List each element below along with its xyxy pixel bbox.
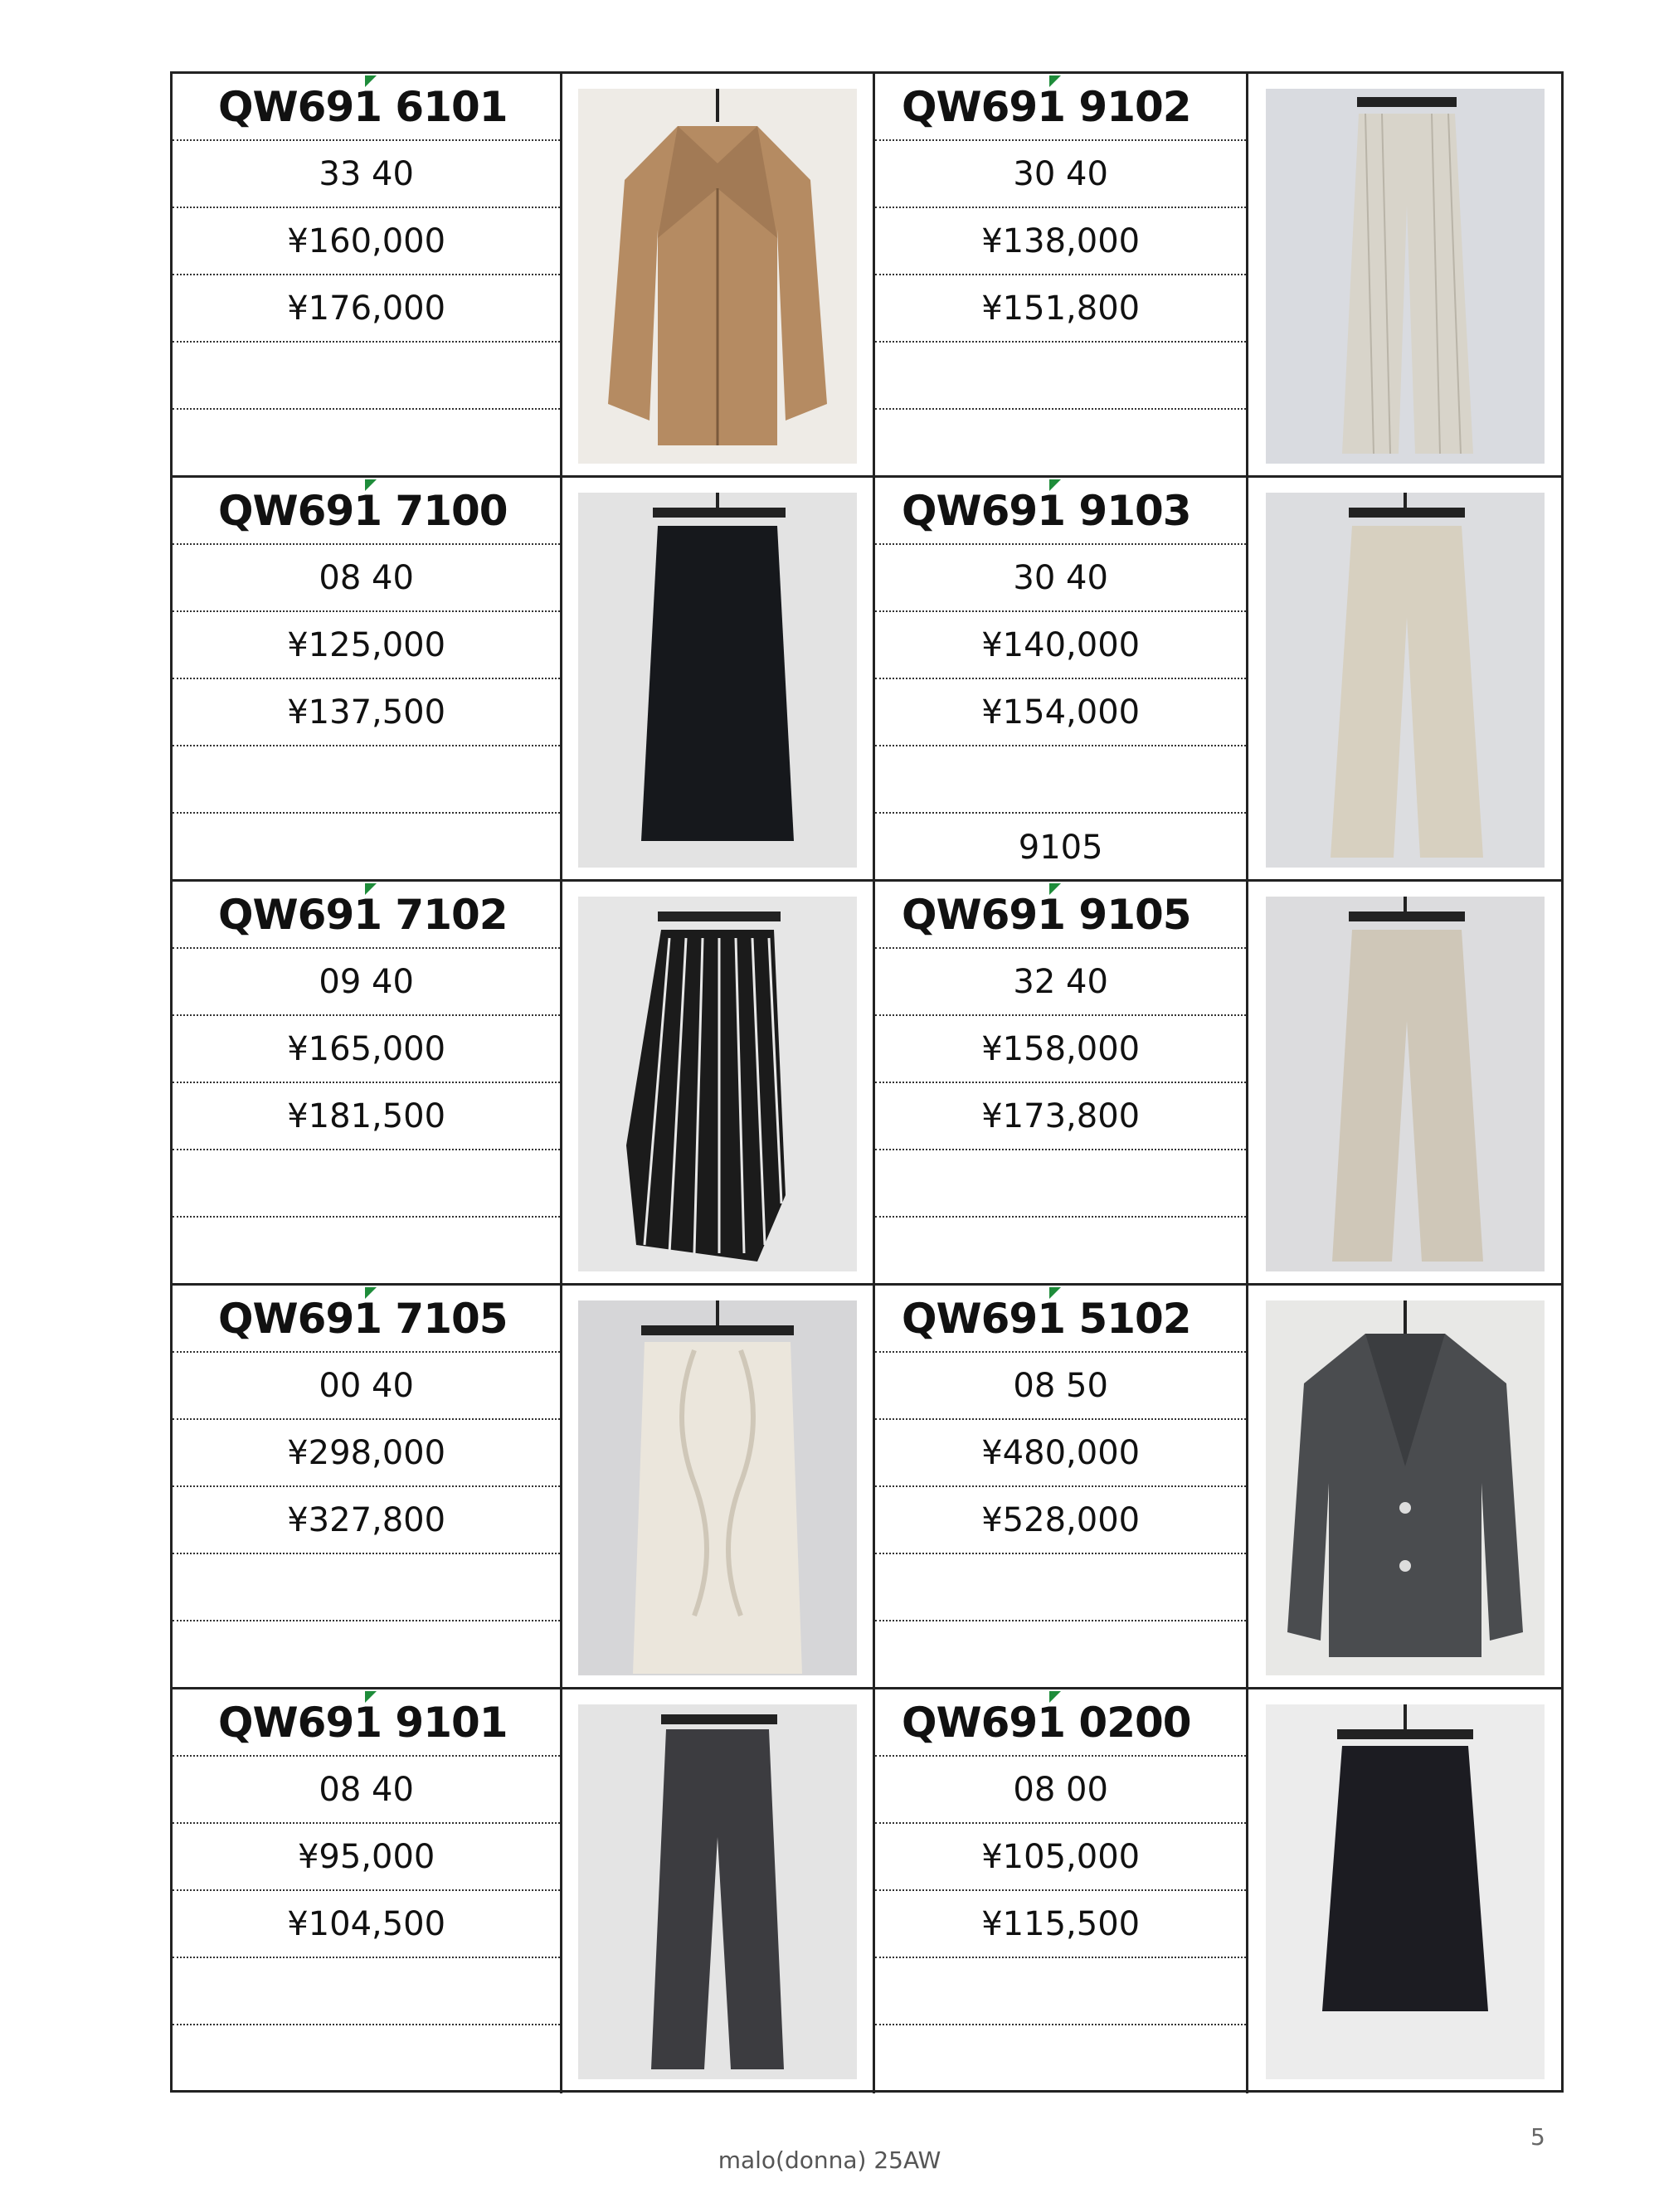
comment-flag-icon [1049,479,1061,491]
product-code: QW691 7105 [173,1286,560,1353]
price-with-tax: ¥137,500 [173,679,560,746]
price-with-tax: ¥327,800 [173,1487,560,1554]
product-row [173,74,1561,478]
price-with-tax: ¥176,000 [173,275,560,343]
color-size: 08 40 [173,545,560,612]
comment-flag-icon [365,479,377,491]
color-size: 30 40 [875,545,1246,612]
product-info-left [173,1286,562,1689]
product-photo-cell [562,1689,875,2093]
empty-cell [875,2025,1246,2093]
comment-flag-icon [365,75,377,87]
row-divider [173,879,1561,882]
price-with-tax: ¥154,000 [875,679,1246,746]
product-info-right [875,478,1248,882]
note [173,1150,560,1218]
product-code: QW691 9102 [875,74,1246,141]
product-code: QW691 0200 [875,1689,1246,1757]
empty-cell [173,2025,560,2093]
product-photo-cell [562,74,875,478]
product-info-right [875,1286,1248,1689]
price-with-tax: ¥181,500 [173,1083,560,1150]
pleated-skirt-photo [578,897,857,1271]
product-info-right [875,74,1248,478]
product-photo-cell [1248,882,1561,1286]
price: ¥105,000 [875,1824,1246,1891]
row-divider [173,1687,1561,1689]
product-row [173,1286,1561,1689]
price-with-tax: ¥115,500 [875,1891,1246,1958]
color-size: 08 00 [875,1757,1246,1824]
product-row [173,1689,1561,2093]
row-divider [173,1283,1561,1286]
price-with-tax: ¥528,000 [875,1487,1246,1554]
empty-cell [875,1621,1246,1689]
product-row [173,478,1561,882]
note [173,1958,560,2025]
comment-flag-icon [365,1287,377,1299]
dark-jeans-photo [578,1704,857,2079]
product-photo-cell [1248,1689,1561,2093]
row-divider [173,475,1561,478]
price-with-tax: ¥173,800 [875,1083,1246,1150]
product-code: QW691 9103 [875,478,1246,545]
knit-jacket-photo [1266,1300,1545,1675]
comment-flag-icon [365,883,377,895]
page-number: 5 [1530,2123,1545,2151]
price: ¥140,000 [875,612,1246,679]
color-size: 08 40 [173,1757,560,1824]
product-info-left [173,882,562,1286]
product-code: QW691 5102 [875,1286,1246,1353]
price: ¥298,000 [173,1420,560,1487]
product-info-right [875,1689,1248,2093]
price: ¥165,000 [173,1016,560,1083]
comment-flag-icon [1049,1691,1061,1703]
comment-flag-icon [365,1691,377,1703]
product-code: QW691 7102 [173,882,560,949]
product-photo-cell [1248,1286,1561,1689]
product-row [173,882,1561,1286]
comment-flag-icon [1049,883,1061,895]
product-code: QW691 7100 [173,478,560,545]
product-grid [170,71,1564,2093]
note [875,1150,1246,1218]
price: ¥160,000 [173,208,560,275]
price: ¥158,000 [875,1016,1246,1083]
note [875,343,1246,410]
empty-cell [173,410,560,477]
empty-cell [875,1218,1246,1285]
product-code: QW691 9101 [173,1689,560,1757]
price-with-tax: ¥151,800 [875,275,1246,343]
product-info-left [173,74,562,478]
blouse-photo [578,89,857,464]
product-code: QW691 9105 [875,882,1246,949]
striped-trousers-photo [1266,89,1545,464]
empty-cell [875,410,1246,477]
product-info-left [173,478,562,882]
cable-knit-skirt-photo [578,1300,857,1675]
color-size: 30 40 [875,141,1246,208]
price: ¥125,000 [173,612,560,679]
empty-cell [173,1621,560,1689]
color-size: 00 40 [173,1353,560,1420]
note [173,1554,560,1621]
note [173,746,560,814]
product-photo-cell [1248,478,1561,882]
product-photo-cell [562,882,875,1286]
note [875,1958,1246,2025]
color-size: 09 40 [173,949,560,1016]
collection-footer: malo(donna) 25AW [718,2146,941,2174]
cream-trousers-photo [1266,493,1545,868]
beige-trousers-photo [1266,897,1545,1271]
product-photo-cell [562,478,875,882]
note [173,343,560,410]
color-size: 32 40 [875,949,1246,1016]
price-with-tax: ¥104,500 [173,1891,560,1958]
product-photo-cell [562,1286,875,1689]
black-knit-skirt-photo [1266,1704,1545,2079]
color-size: 08 50 [875,1353,1246,1420]
price: ¥138,000 [875,208,1246,275]
comment-flag-icon [1049,1287,1061,1299]
note: 9105 [1018,828,1103,867]
color-size: 33 40 [173,141,560,208]
empty-cell [173,1218,560,1285]
note [875,746,1246,814]
black-skirt-photo [578,493,857,868]
price: ¥95,000 [173,1824,560,1891]
price: ¥480,000 [875,1420,1246,1487]
empty-cell [173,814,560,881]
comment-flag-icon [1049,75,1061,87]
product-info-left [173,1689,562,2093]
product-code: QW691 6101 [173,74,560,141]
product-info-right [875,882,1248,1286]
note [875,1554,1246,1621]
product-photo-cell [1248,74,1561,478]
